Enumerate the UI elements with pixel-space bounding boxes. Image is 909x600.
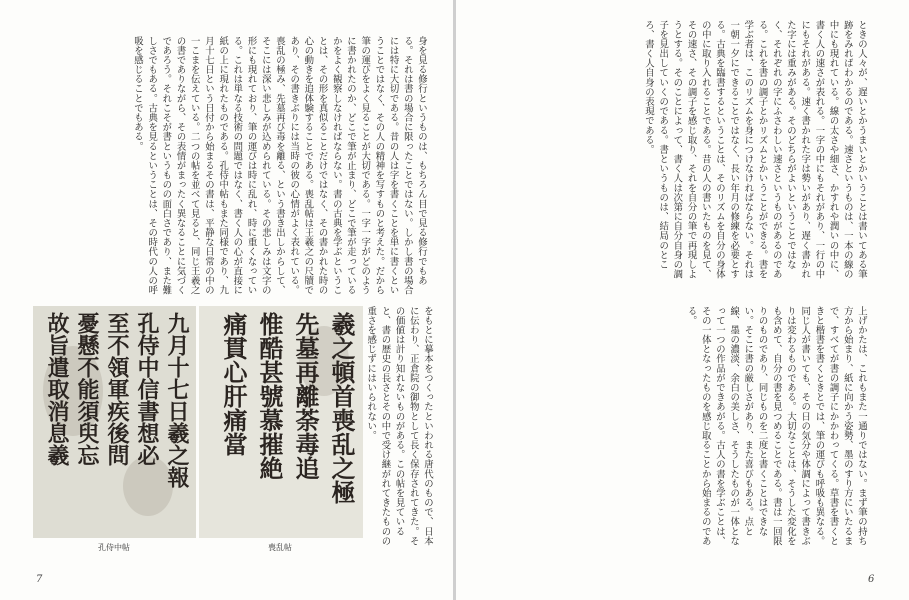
right-page-upper-text: ときの人々が、遅いとかうまいとかいうことは書いてある筆跡をみればわかるのである。速さというものは、一本の線の中にも現れている。線の太さや細さ、かすれや潤いの中に、書く人の速さが表れる。一字の中にもそれがあり、一行の中にもそれがある。速く書かれた字は勢いがあり、遅く書かれた字には重みがある。そのどちらがよいということではなく、それぞれの字にふさわしい速さというものがあるのである。これを書の調子とかリズムとかいうことができる。書を学ぶ者は、このリズムを身につけなければならない。それは一朝一夕にできることではなく、長い年月の修練を必要とする。古典を臨書するということは、そのリズムを自分の身体の中に取り入れることである。昔の人の書いたものを見て、その速さ、その調子を感じ取り、それを自分の筆で再現しようとする。そのことによって、書く人は次第に自分自身の調子を見出していくのである。書というものは、結局のところ、書く人自身の表現である。 <box>642 20 867 279</box>
callig-line: 羲之頓首喪乱之極 <box>327 312 356 504</box>
callig-line: 至不領軍疾後問 <box>104 312 130 466</box>
callig-line: 惟酷甚號慕摧絶 <box>255 312 284 480</box>
right-page-lower-text: 上げかたは、これもまた一通りではない。まず筆の持ち方から始まり、紙に向かう姿勢、墨のすり方にいたるまで、すべてが書の調子にかかわってくる。草書を書くときと楷書を書くときとでは、筆の運びも呼吸も異なる。同じ人が書いても、その日の気分や体調によって書きぶりは変わるものである。大切なことは、そうした変化をも含めて、自分の書を見つめることである。書は一回限りのものであり、同じものを二度と書くことはできない。そこに書の厳しさがあり、また喜びもある。点と線、墨の濃淡、余白の美しさ、そうしたものが一体となって一つの作品ができあがる。古人の書を学ぶことは、その一体となったものを感じ取ることから始まるのである。 <box>685 306 867 546</box>
callig-line: 憂懸不能須臾忘 <box>74 312 100 466</box>
right-page-number: 6 <box>868 574 875 585</box>
callig-line: 痛貫心肝痛當 <box>219 312 248 456</box>
soran-caption: 喪乱帖 <box>268 543 292 552</box>
kojichu-plate <box>33 306 196 538</box>
callig-line: 先墓再離荼毒追 <box>291 312 320 480</box>
left-page-upper-text: 身を見る修行というものは、もちろん目で見る修行でもある。それは書の場合に限ったことではない。しかし書の場合には特に大切である。昔の人は字を書くことを単に書くということではなく、その人の精神を写すものと考えた。だから筆の運びをよく見ることが大切である。一字一字がどのように書かれたのか、どこで筆が止まり、どこで筆が走っているかをよく観察しなければならない。書の古典を学ぶということは、その形を真似ることだけではなく、その書かれた時の心の動きを追体験することである。喪乱帖は王羲之の尺牘であり、その書きぶりには当時の彼の心情がよく表れている。喪乱の極み、先墓再び毒を離る、という書き出しからして、そこには深い悲しみが込められている。その悲しみは文字の形にも現れており、筆の運びは時に乱れ、時に重くなっている。これは単なる技術の問題ではなく、書く人の心が直接に紙の上に現れたものである。孔侍中帖もまた同様であり、九月十七日という日付から始まるその書は、平静な日常の中の一こまを伝えている。二つの帖を並べて見ると、同じ王羲之の書でありながら、その表情がまったく異なることに気づくであろう。それこそが書というものの面白さであり、また難しさでもある。古典を見るということは、その時代の人の呼吸を感じることでもある。 <box>131 36 427 295</box>
left-page-number: 7 <box>36 574 43 585</box>
soran-calligraphy <box>205 312 359 532</box>
kojichu-calligraphy <box>37 312 192 532</box>
left-page-lower-text: をもとに摹本をつくったといわれる唐代のもので、日本に伝わり、正倉院の御物として長く保存されてきた。その価値は計り知れないものがある。この帖を見ていると、書の歴史の長さとその中で受け継がれてきたものの重さを感じずにはいられない。 <box>365 306 433 546</box>
left-page <box>0 0 453 600</box>
kojichu-caption: 孔侍中帖 <box>98 543 130 552</box>
right-page <box>456 0 909 600</box>
callig-line: 故旨遣取消息羲 <box>44 312 70 466</box>
callig-line: 九月十七日羲之報 <box>164 312 190 488</box>
soran-plate <box>199 306 363 538</box>
callig-line: 孔侍中信書想必 <box>134 312 160 466</box>
